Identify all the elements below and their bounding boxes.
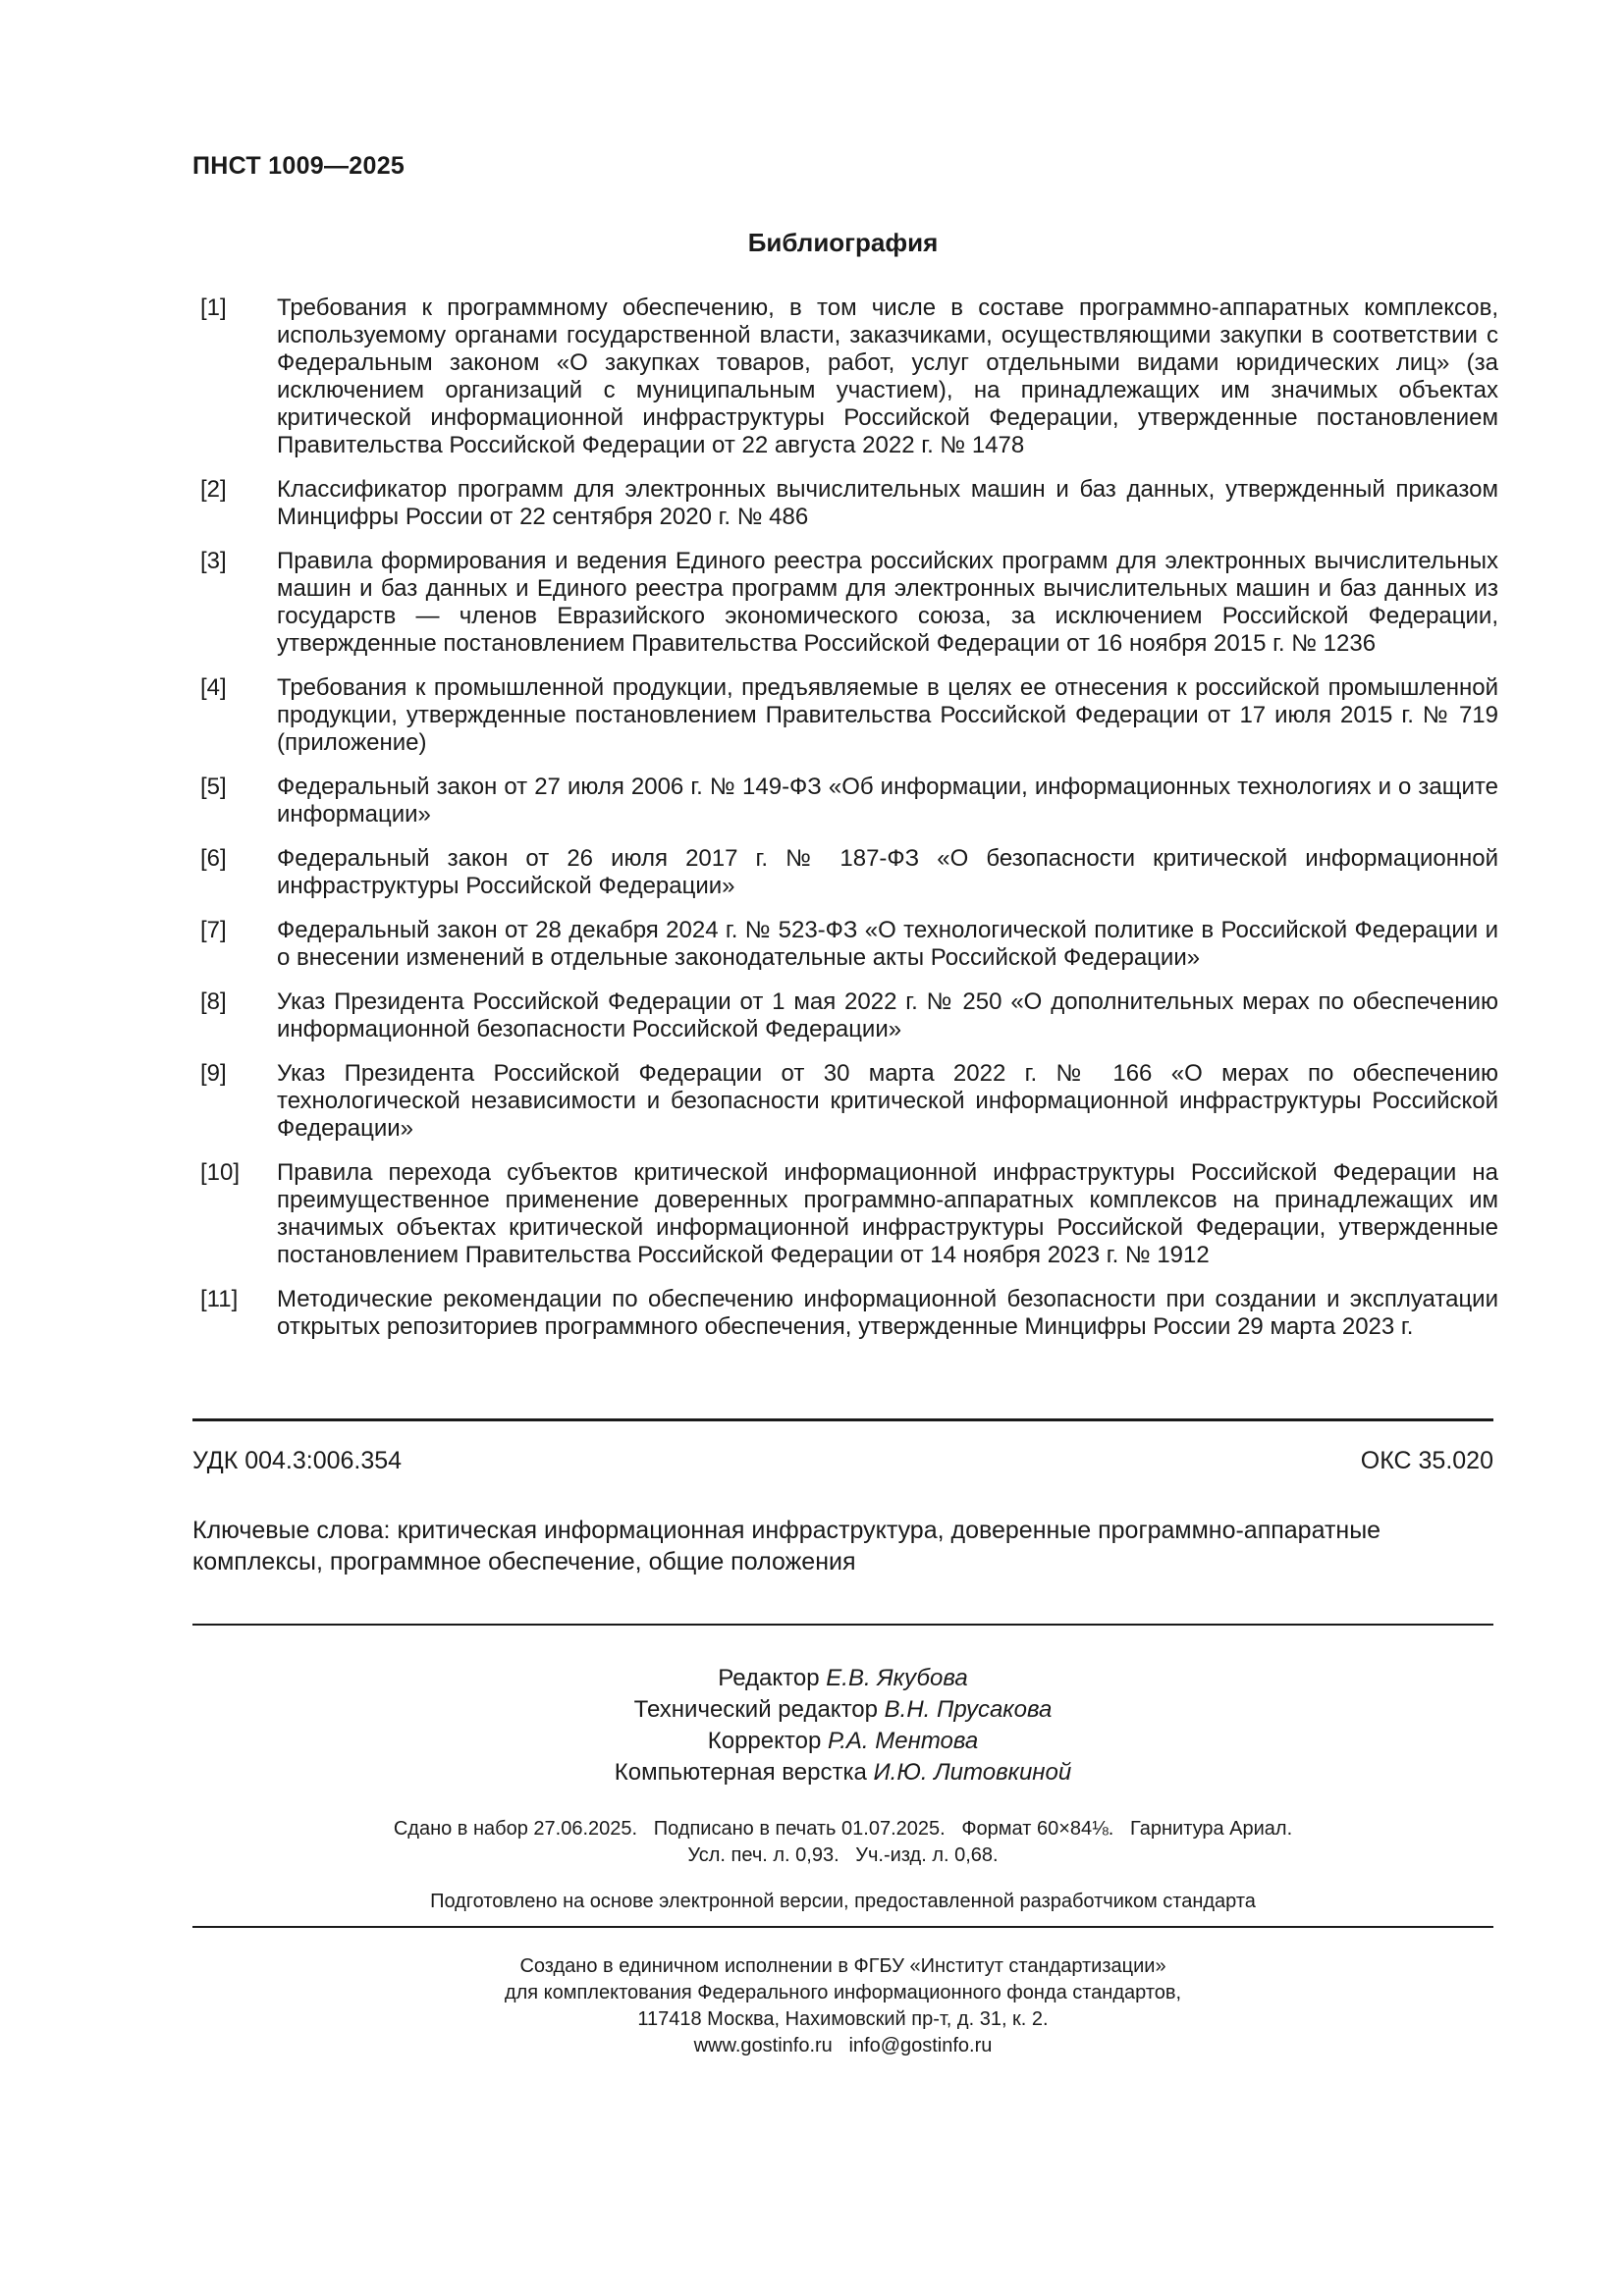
bibliography-item bbox=[200, 1159, 1498, 1269]
bibliography-item-text: Федеральный закон от 28 декабря 2024 г. № 523-ФЗ «О технологической политике в Российской Федерации и о внесении изменений в отдельные законодательные акты Российской Федерации» bbox=[277, 917, 1498, 971]
divider-keywords bbox=[192, 1624, 1493, 1626]
credit-role: Технический редактор bbox=[633, 1696, 878, 1723]
bibliography-item bbox=[200, 294, 1498, 459]
udk-code: УДК 004.3:006.354 bbox=[192, 1447, 403, 1474]
bibliography-item-text: Указ Президента Российской Федерации от 30 марта 2022 г. № 166 «О мерах по обеспечению технологической независимости и безопасности критической информационной инфраструктуры Российской Федерации» bbox=[277, 1060, 1498, 1142]
bibliography-item-text: Федеральный закон от 26 июля 2017 г. № 187-ФЗ «О безопасности критической информационной инфраструктуры Российской Федерации» bbox=[277, 845, 1498, 899]
bibliography-item bbox=[200, 1060, 1498, 1143]
publisher-web-email: www.gostinfo.ru info@gostinfo.ru bbox=[693, 2035, 993, 2056]
bibliography-item-number: [2] bbox=[200, 476, 227, 503]
credit-editor bbox=[192, 1663, 1493, 1694]
bibliography-item bbox=[200, 917, 1498, 972]
bibliography-item bbox=[200, 674, 1498, 757]
divider-top bbox=[192, 1418, 1493, 1421]
credit-name: И.Ю. Литовкиной bbox=[873, 1759, 1072, 1786]
divider-publisher bbox=[192, 1926, 1493, 1928]
bibliography-item-number: [4] bbox=[200, 674, 227, 701]
bibliography-item-text: Классификатор программ для электронных вычислительных машин и баз данных, утвержденный приказом Минцифры России от 22 сентября 2020 г. № 486 bbox=[277, 476, 1498, 530]
bibliography-item-text: Требования к промышленной продукции, предъявляемые в целях ее отнесения к российской промышленной продукции, утвержденные постановлением Правительства Российской Федерации от 17 июля 2015 г. № 719 (приложение) bbox=[277, 674, 1498, 756]
credit-role: Компьютерная верстка bbox=[614, 1759, 867, 1786]
keywords: Ключевые слова: критическая информационная инфраструктура, доверенные программно-аппаратные комплексы, программное обеспечение, общие положения bbox=[192, 1517, 1381, 1575]
bibliography-item-text: Правила формирования и ведения Единого реестра российских программ для электронных вычислительных машин и баз данных и Единого реестра программ для электронных вычислительных машин и баз данных из государств — членов Евразийского экономического союза, за исключением Российской Федерации, утвержденные постановлением Правительства Российской Федерации от 16 ноября 2015 г. № 1236 bbox=[277, 548, 1498, 657]
bibliography-item-text: Правила перехода субъектов критической информационной инфраструктуры Российской Федерации на преимущественное применение доверенных программно-аппаратных комплексов на принадлежащих им значимых объектах критической информационной инфраструктуры Российской Федерации, утвержденные постановлением Правительства Российской Федерации от 14 ноября 2023 г. № 1912 bbox=[277, 1159, 1498, 1268]
credit-proofreader bbox=[192, 1726, 1493, 1757]
print-info bbox=[192, 1816, 1493, 1869]
credit-name: Е.В. Якубова bbox=[826, 1665, 968, 1691]
bibliography-item-number: [7] bbox=[200, 917, 227, 943]
bibliography-item-text: Федеральный закон от 27 июля 2006 г. № 149-ФЗ «Об информации, информационных технологиях и о защите информации» bbox=[277, 774, 1498, 828]
bibliography-item bbox=[200, 548, 1498, 658]
credit-name: Р.А. Ментова bbox=[827, 1728, 979, 1754]
credit-tech-editor bbox=[192, 1694, 1493, 1726]
oks-code: ОКС 35.020 bbox=[1360, 1447, 1493, 1474]
credit-role: Редактор bbox=[718, 1665, 820, 1691]
bibliography-list bbox=[200, 294, 1498, 1358]
credit-layout bbox=[192, 1757, 1493, 1789]
bibliography-item-text: Указ Президента Российской Федерации от 1 мая 2022 г. № 250 «О дополнительных мерах по обеспечению информационной безопасности Российской Федерации» bbox=[277, 988, 1498, 1042]
publisher-info bbox=[192, 1953, 1493, 2059]
bibliography-item-number: [1] bbox=[200, 294, 227, 321]
bibliography-item-number: [9] bbox=[200, 1060, 227, 1087]
document-code: ПНСТ 1009—2025 bbox=[192, 152, 406, 180]
publisher-line: для комплектования Федерального информационного фонда стандартов, bbox=[504, 1982, 1182, 2003]
prepared-note: Подготовлено на основе электронной версии, предоставленной разработчиком стандарта bbox=[430, 1891, 1256, 1912]
bibliography-item-number: [5] bbox=[200, 774, 227, 800]
credit-name: В.Н. Прусакова bbox=[884, 1696, 1053, 1723]
bibliography-item-text: Требования к программному обеспечению, в том числе в составе программно-аппаратных комплексов, используемому органами государственной власти, заказчиками, осуществляющими закупки в соответствии с Федеральным законом «О закупках товаров, работ, услуг отдельными видами юридических лиц» (за исключением организаций с муниципальным участием), на принадлежащих им значимых объектах критической информационной инфраструктуры Российской Федерации, утвержденные постановлением Правительства Российской Федерации от 22 августа 2022 г. № 1478 bbox=[277, 294, 1498, 458]
bibliography-item-number: [3] bbox=[200, 548, 227, 574]
publisher-line: 117418 Москва, Нахимовский пр-т, д. 31, к. 2. bbox=[637, 2008, 1049, 2030]
bibliography-item bbox=[200, 1286, 1498, 1341]
bibliography-item-number: [11] bbox=[200, 1286, 239, 1312]
bibliography-item-text: Методические рекомендации по обеспечению информационной безопасности при создании и эксплуатации открытых репозиториев программного обеспечения, утвержденные Минцифры России 29 марта 2023 г. bbox=[277, 1286, 1498, 1340]
bibliography-item bbox=[200, 774, 1498, 828]
bibliography-title: Библиография bbox=[747, 228, 939, 257]
bibliography-item bbox=[200, 988, 1498, 1043]
bibliography-item-number: [6] bbox=[200, 845, 227, 872]
bibliography-item bbox=[200, 476, 1498, 531]
bibliography-item-number: [8] bbox=[200, 988, 227, 1015]
print-info-line: Усл. печ. л. 0,93. Уч.-изд. л. 0,68. bbox=[687, 1844, 999, 1866]
bibliography-item-number: [10] bbox=[200, 1159, 241, 1186]
credit-role: Корректор bbox=[707, 1728, 822, 1754]
publisher-line: Создано в единичном исполнении в ФГБУ «Институт стандартизации» bbox=[519, 1955, 1166, 1977]
print-info-line: Сдано в набор 27.06.2025. Подписано в печать 01.07.2025. Формат 60×84⅛. Гарнитура Ариал. bbox=[393, 1818, 1293, 1840]
bibliography-item bbox=[200, 845, 1498, 900]
credits bbox=[192, 1663, 1493, 1789]
